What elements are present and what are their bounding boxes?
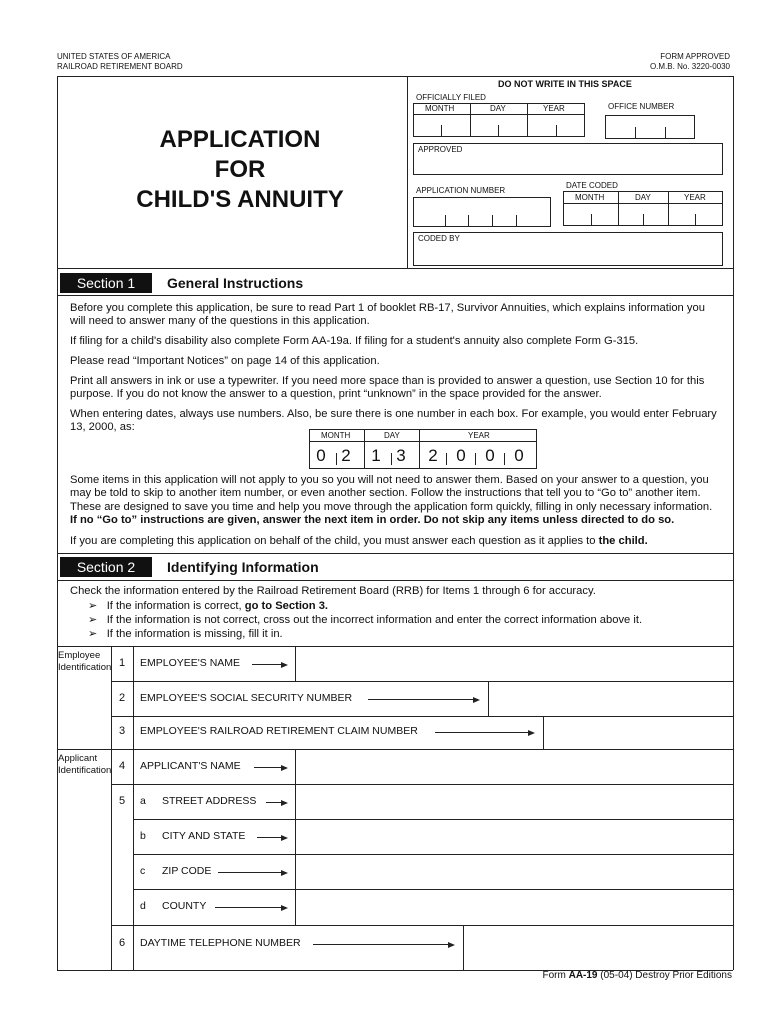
section2-label: Section 2 — [60, 557, 152, 577]
section1-p4: Print all answers in ink or use a typewriter. If you need more space than is provided to answer a question, use Section 10 for this purpose. If you do not know the answer to a question, print “unknown” in the space provided for the answer. — [70, 375, 705, 401]
frame-top — [57, 76, 733, 77]
example-digit: 3 — [396, 446, 406, 465]
form-approved: FORM APPROVED — [660, 52, 730, 61]
city-state-field[interactable] — [296, 820, 732, 853]
arrow-bullet-icon — [88, 600, 97, 612]
arrow-icon — [313, 944, 453, 945]
application-number-label: APPLICATION NUMBER — [416, 186, 506, 195]
arrow-icon — [435, 732, 533, 733]
daytime-phone-label: DAYTIME TELEPHONE NUMBER — [140, 937, 301, 949]
county-label: COUNTY — [162, 900, 207, 912]
arrow-bullet-icon — [88, 628, 97, 640]
section1-p2: If filing for a child's disability also complete Form AA-19a. If filing for a student's annuity also complete Form G-315. — [70, 335, 639, 347]
zip-code-label: ZIP CODE — [162, 865, 212, 877]
arrow-icon — [215, 907, 286, 908]
section2-intro: Check the information entered by the Railroad Retirement Board (RRB) for Items 1 through 6 for accuracy. — [70, 585, 596, 597]
zip-code-field[interactable] — [296, 855, 732, 888]
street-address-label: STREET ADDRESS — [162, 795, 257, 807]
example-digit: 0 — [316, 446, 326, 465]
arrow-icon — [254, 767, 286, 768]
office-number-label: OFFICE NUMBER — [608, 102, 675, 111]
example-digit: 0 — [514, 446, 524, 465]
employee-name-label: EMPLOYEE'S NAME — [140, 657, 241, 669]
section2-bullet-1: ➢ If the information is correct, go to Section 3. — [88, 600, 738, 613]
county-field[interactable] — [296, 890, 732, 924]
example-digit: 1 — [371, 446, 381, 465]
applicant-identification-group: Applicant Identification — [58, 753, 112, 776]
approved-label: APPROVED — [418, 145, 463, 154]
example-digit: 2 — [428, 446, 438, 465]
office-number-box[interactable] — [605, 115, 695, 139]
daytime-phone-field[interactable] — [464, 926, 732, 969]
agency-line-2: RAILROAD RETIREMENT BOARD — [57, 62, 183, 71]
arrow-icon — [257, 837, 286, 838]
arrow-icon — [368, 699, 478, 700]
section1-top — [57, 268, 733, 269]
example-digit: 2 — [341, 446, 351, 465]
claim-number-field[interactable] — [544, 717, 732, 748]
employee-name-field[interactable] — [296, 647, 732, 680]
application-number-box[interactable] — [413, 197, 551, 227]
street-address-field[interactable] — [296, 785, 732, 818]
section1-p7: If you are completing this application on behalf of the child, you must answer each question as it applies to the child. — [70, 535, 648, 547]
employee-identification-group: Employee Identification — [58, 650, 112, 673]
agency-line-1: UNITED STATES OF AMERICA — [57, 52, 171, 61]
section1-p1: Before you complete this application, be sure to read Part 1 of booklet RB-17, Survivor Annuities, which explains information you will need to answer many of the questions in this application. — [70, 302, 705, 328]
section1-p5: When entering dates, always use numbers. Also, be sure there is one number in each box. For example, you would enter February 13, 2000, as: — [70, 408, 717, 434]
frame-left — [57, 76, 58, 970]
city-state-label: CITY AND STATE — [162, 830, 246, 842]
arrow-icon — [266, 802, 286, 803]
section1-p3: Please read “Important Notices” on page 14 of this application. — [70, 355, 380, 367]
employee-ssn-field[interactable] — [489, 682, 732, 715]
arrow-icon — [218, 872, 286, 873]
claim-number-label: EMPLOYEE'S RAILROAD RETIREMENT CLAIM NUMBER — [140, 725, 418, 737]
do-not-write: DO NOT WRITE IN THIS SPACE — [498, 79, 632, 89]
applicant-name-label: APPLICANT'S NAME — [140, 760, 241, 772]
section1-title: General Instructions — [167, 275, 304, 291]
coded-by-label: CODED BY — [418, 234, 460, 243]
form-footer: Form AA-19 (05-04) Destroy Prior Editions — [542, 970, 732, 981]
applicant-name-field[interactable] — [296, 750, 732, 783]
arrow-icon — [252, 664, 286, 665]
section1-p6: Some items in this application will not apply to you so you will not need to answer them. Based on your answer to a question, you may be told to skip to another item number, or even another section. Follow the instructions that tell you to “Go to” another item. These are designed to save you time and help you move through the application form quickly, filling in only necessary information. If no “Go to” instructions are given, answer the next item in order. Do not skip any items unless directed to do so. — [70, 474, 713, 527]
arrow-bullet-icon — [88, 614, 97, 626]
omb-number: O.M.B. No. 3220-0030 — [649, 62, 730, 71]
office-divider — [407, 76, 408, 268]
section2-title: Identifying Information — [167, 559, 319, 575]
frame-right — [733, 76, 734, 970]
section1-label: Section 1 — [60, 273, 152, 293]
example-digit: 0 — [485, 446, 495, 465]
employee-ssn-label: EMPLOYEE'S SOCIAL SECURITY NUMBER — [140, 692, 353, 704]
officially-filed-label: OFFICIALLY FILED — [416, 93, 486, 102]
section2-bullet-2: ➢ If the information is not correct, cross out the incorrect information and enter the correct information above it. — [88, 614, 738, 627]
date-coded-label: DATE CODED — [566, 181, 618, 190]
example-digit: 0 — [456, 446, 466, 465]
section2-bullet-3: ➢ If the information is missing, fill it in. — [88, 628, 738, 641]
page-title: APPLICATION FOR CHILD'S ANNUITY — [136, 126, 344, 213]
